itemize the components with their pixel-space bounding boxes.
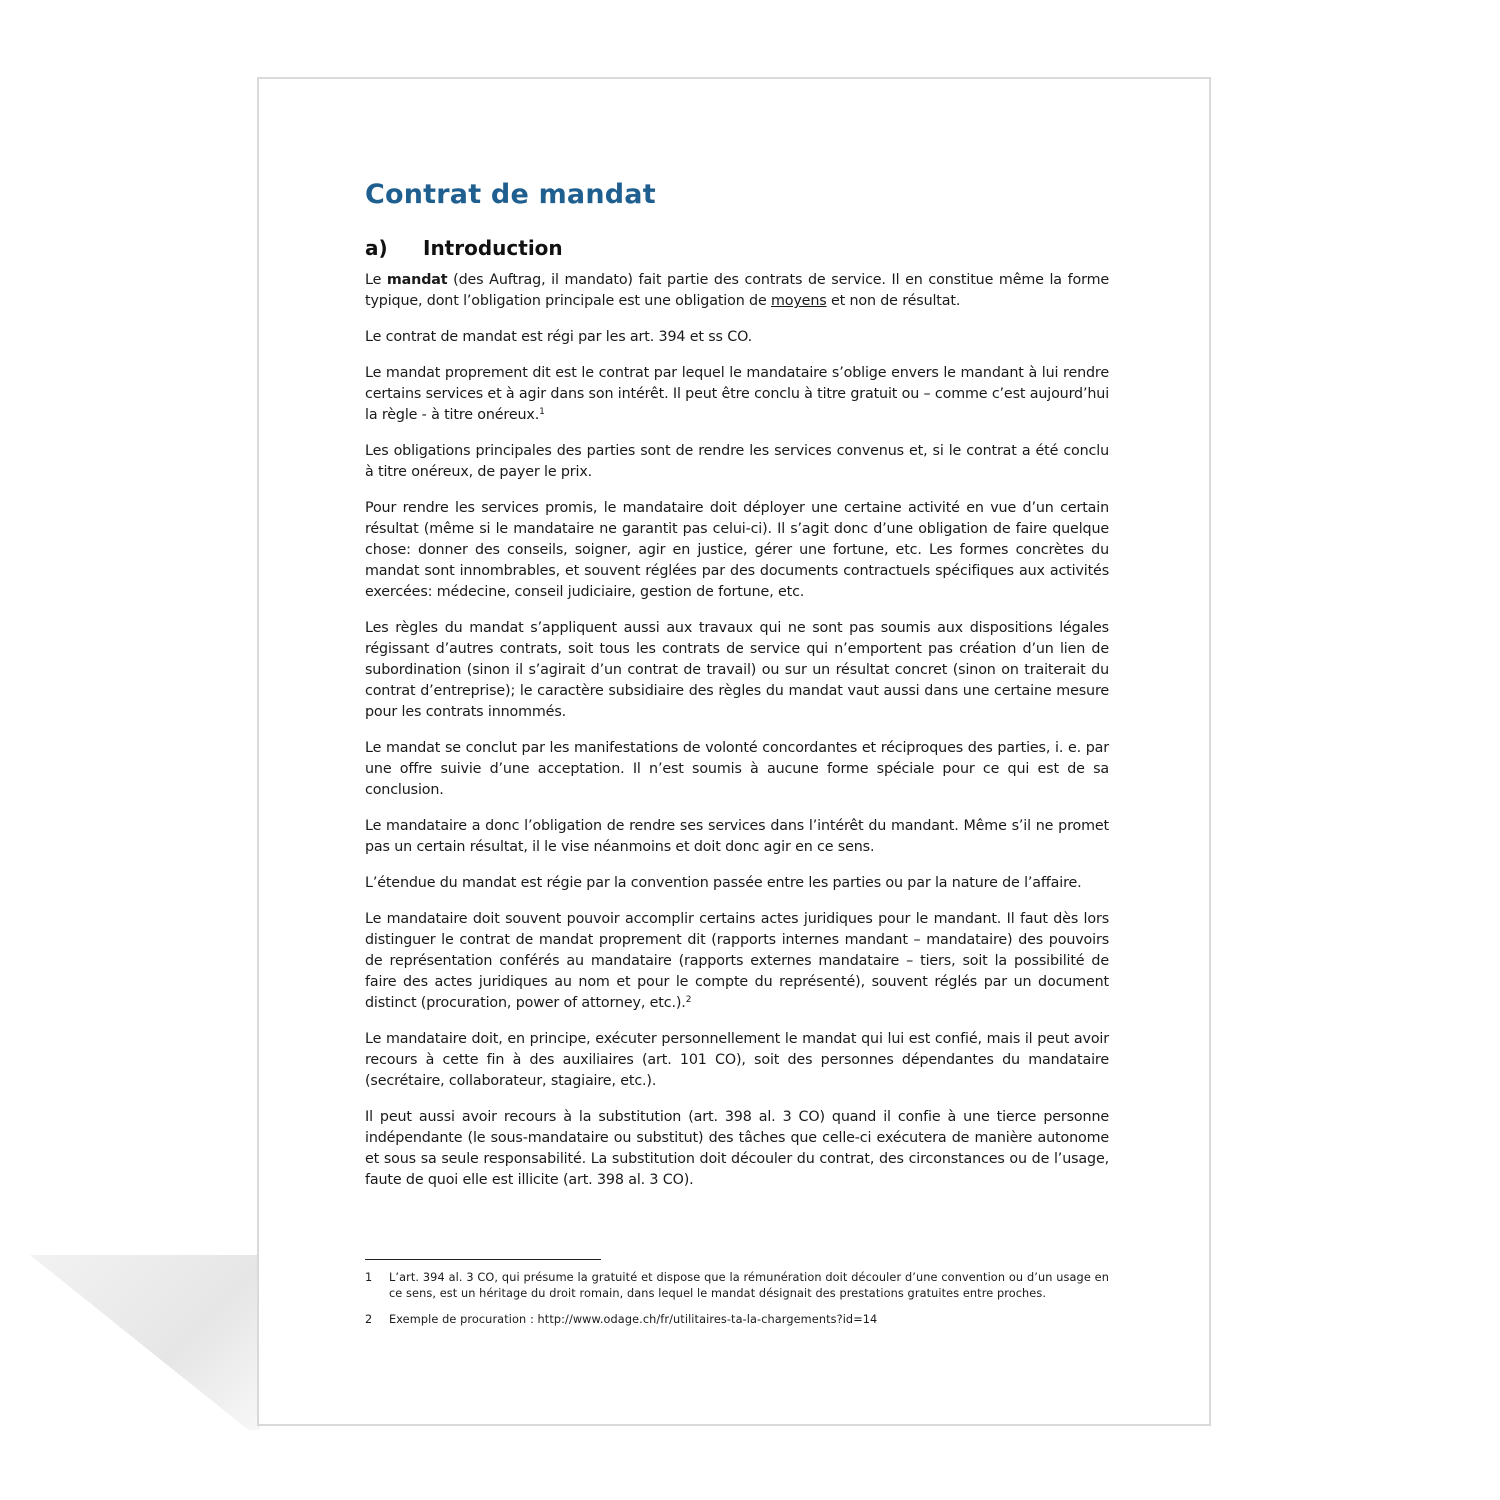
page-content bbox=[365, 179, 1109, 1206]
page-shadow bbox=[30, 1255, 260, 1430]
section-number: a) bbox=[365, 236, 388, 260]
paragraph-1-end: et non de résultat. bbox=[826, 293, 961, 309]
footnote-number: 2 bbox=[365, 1313, 373, 1326]
paragraph-3-text: Le mandat proprement dit est le contrat par lequel le mandataire s’oblige envers le mandant à lui rendre certains services et à agir dans son intérêt. Il peut être conclu à titre gratuit ou – comme c’est aujourd’hui la règle - à titre onéreux. bbox=[365, 365, 1110, 423]
footnote-number: 1 bbox=[365, 1271, 373, 1284]
paragraph-12: Il peut aussi avoir recours à la substitution (art. 398 al. 3 CO) quand il confie à une tierce personne indépendante (le sous-mandataire ou substitut) des tâches que celle-ci exécutera de manière autonome et sous sa seule responsabilité. La substitution doit découler du contrat, des circonstances ou de l’usage, faute de quoi elle est illicite (art. 398 al. 3 CO). bbox=[365, 1109, 1109, 1188]
footnote-2 bbox=[365, 1312, 1109, 1328]
paragraph-1 bbox=[365, 270, 1109, 312]
paragraph-11: Le mandataire doit, en principe, exécuter personnellement le mandat qui lui est confié, mais il peut avoir recours à cette fin à des auxiliaires (art. 101 CO), soit des personnes dépendantes du mandataire (secrétaire, collaborateur, stagiaire, etc.). bbox=[365, 1031, 1109, 1089]
paragraph-8: Le mandataire a donc l’obligation de rendre ses services dans l’intérêt du mandant. Même s’il ne promet pas un certain résultat, il le vise néanmoins et doit donc agir en ce sens. bbox=[365, 818, 1109, 855]
footnote-ref-1[interactable]: 1 bbox=[539, 407, 545, 417]
document-page bbox=[257, 77, 1211, 1426]
footnote-ref-2[interactable]: 2 bbox=[685, 995, 692, 1005]
paragraph-4: Les obligations principales des parties sont de rendre les services convenus et, si le contrat a été conclu à titre onéreux, de payer le prix. bbox=[365, 443, 1109, 480]
paragraph-10 bbox=[365, 909, 1109, 1014]
footnote-text-link[interactable]: Exemple de procuration : http://www.odage.ch/fr/utilitaires-ta-la-chargements?id=14 bbox=[389, 1313, 878, 1326]
paragraph-3 bbox=[365, 363, 1109, 426]
paragraph-10-text: Le mandataire doit souvent pouvoir accomplir certains actes juridiques pour le mandant. Il faut dès lors distinguer le contrat de mandat proprement dit (rapports internes mandant – mandataire) des pouvoirs de représentation conférés au mandataire (rapports externes mandataire – tiers, soit la possibilité de faire des actes juridiques au nom et pour le compte du représenté), souvent réglés par un document distinct (procuration, power of attorney, etc.). bbox=[365, 911, 1109, 1011]
paragraph-1-middle: (des Auftrag, il mandato) fait partie des contrats de service. Il en constitue même la forme typique, dont l’obligation principale est une obligation de bbox=[365, 272, 1109, 309]
paragraph-1-start: Le bbox=[365, 272, 387, 288]
paragraph-1-bold: mandat bbox=[386, 272, 448, 288]
paragraph-5: Pour rendre les services promis, le mandataire doit déployer une certaine activité en vue d’un certain résultat (même si le mandataire ne garantit pas celui-ci). Il s’agit donc d’une obligation de faire quelque chose: donner des conseils, soigner, agir en justice, gérer une fortune, etc. Les formes concrètes du mandat sont innombrables, et souvent réglées par des documents contractuels spécifiques aux activités exercées: médecine, conseil judiciaire, gestion de fortune, etc. bbox=[365, 500, 1109, 600]
footnote-1 bbox=[365, 1270, 1109, 1302]
paragraph-6: Les règles du mandat s’appliquent aussi aux travaux qui ne sont pas soumis aux dispositions légales régissant d’autres contrats, soit tous les contrats de service qui n’emportent pas création d’un lien de subordination (sinon il s’agirait d’un contrat de travail) ou sur un résultat concret (sinon on traiterait du contrat d’entreprise); le caractère subsidiaire des règles du mandat vaut aussi dans une certaine mesure pour les contrats innommés. bbox=[365, 620, 1109, 720]
paragraph-9: L’étendue du mandat est régie par la convention passée entre les parties ou par la nature de l’affaire. bbox=[365, 875, 1082, 891]
paragraph-2: Le contrat de mandat est régi par les art. 394 et ss CO. bbox=[365, 329, 752, 345]
section-title: Introduction bbox=[423, 236, 563, 260]
paragraph-7: Le mandat se conclut par les manifestations de volonté concordantes et réciproques des parties, i. e. par une offre suivie d’une acceptation. Il n’est soumis à aucune forme spéciale pour ce qui est de sa conclusion. bbox=[365, 740, 1109, 798]
footnote-separator bbox=[365, 1259, 601, 1260]
footnote-text: L’art. 394 al. 3 CO, qui présume la gratuité et dispose que la rémunération doit découler d’une convention ou d’un usage en ce sens, est un héritage du droit romain, dans lequel le mandat désignait des prestations gratuites entre proches. bbox=[389, 1271, 1109, 1300]
paragraph-1-underlined: moyens bbox=[771, 293, 827, 309]
footnotes bbox=[365, 1259, 1109, 1338]
document-title: Contrat de mandat bbox=[365, 179, 656, 210]
section-heading bbox=[365, 236, 1109, 260]
